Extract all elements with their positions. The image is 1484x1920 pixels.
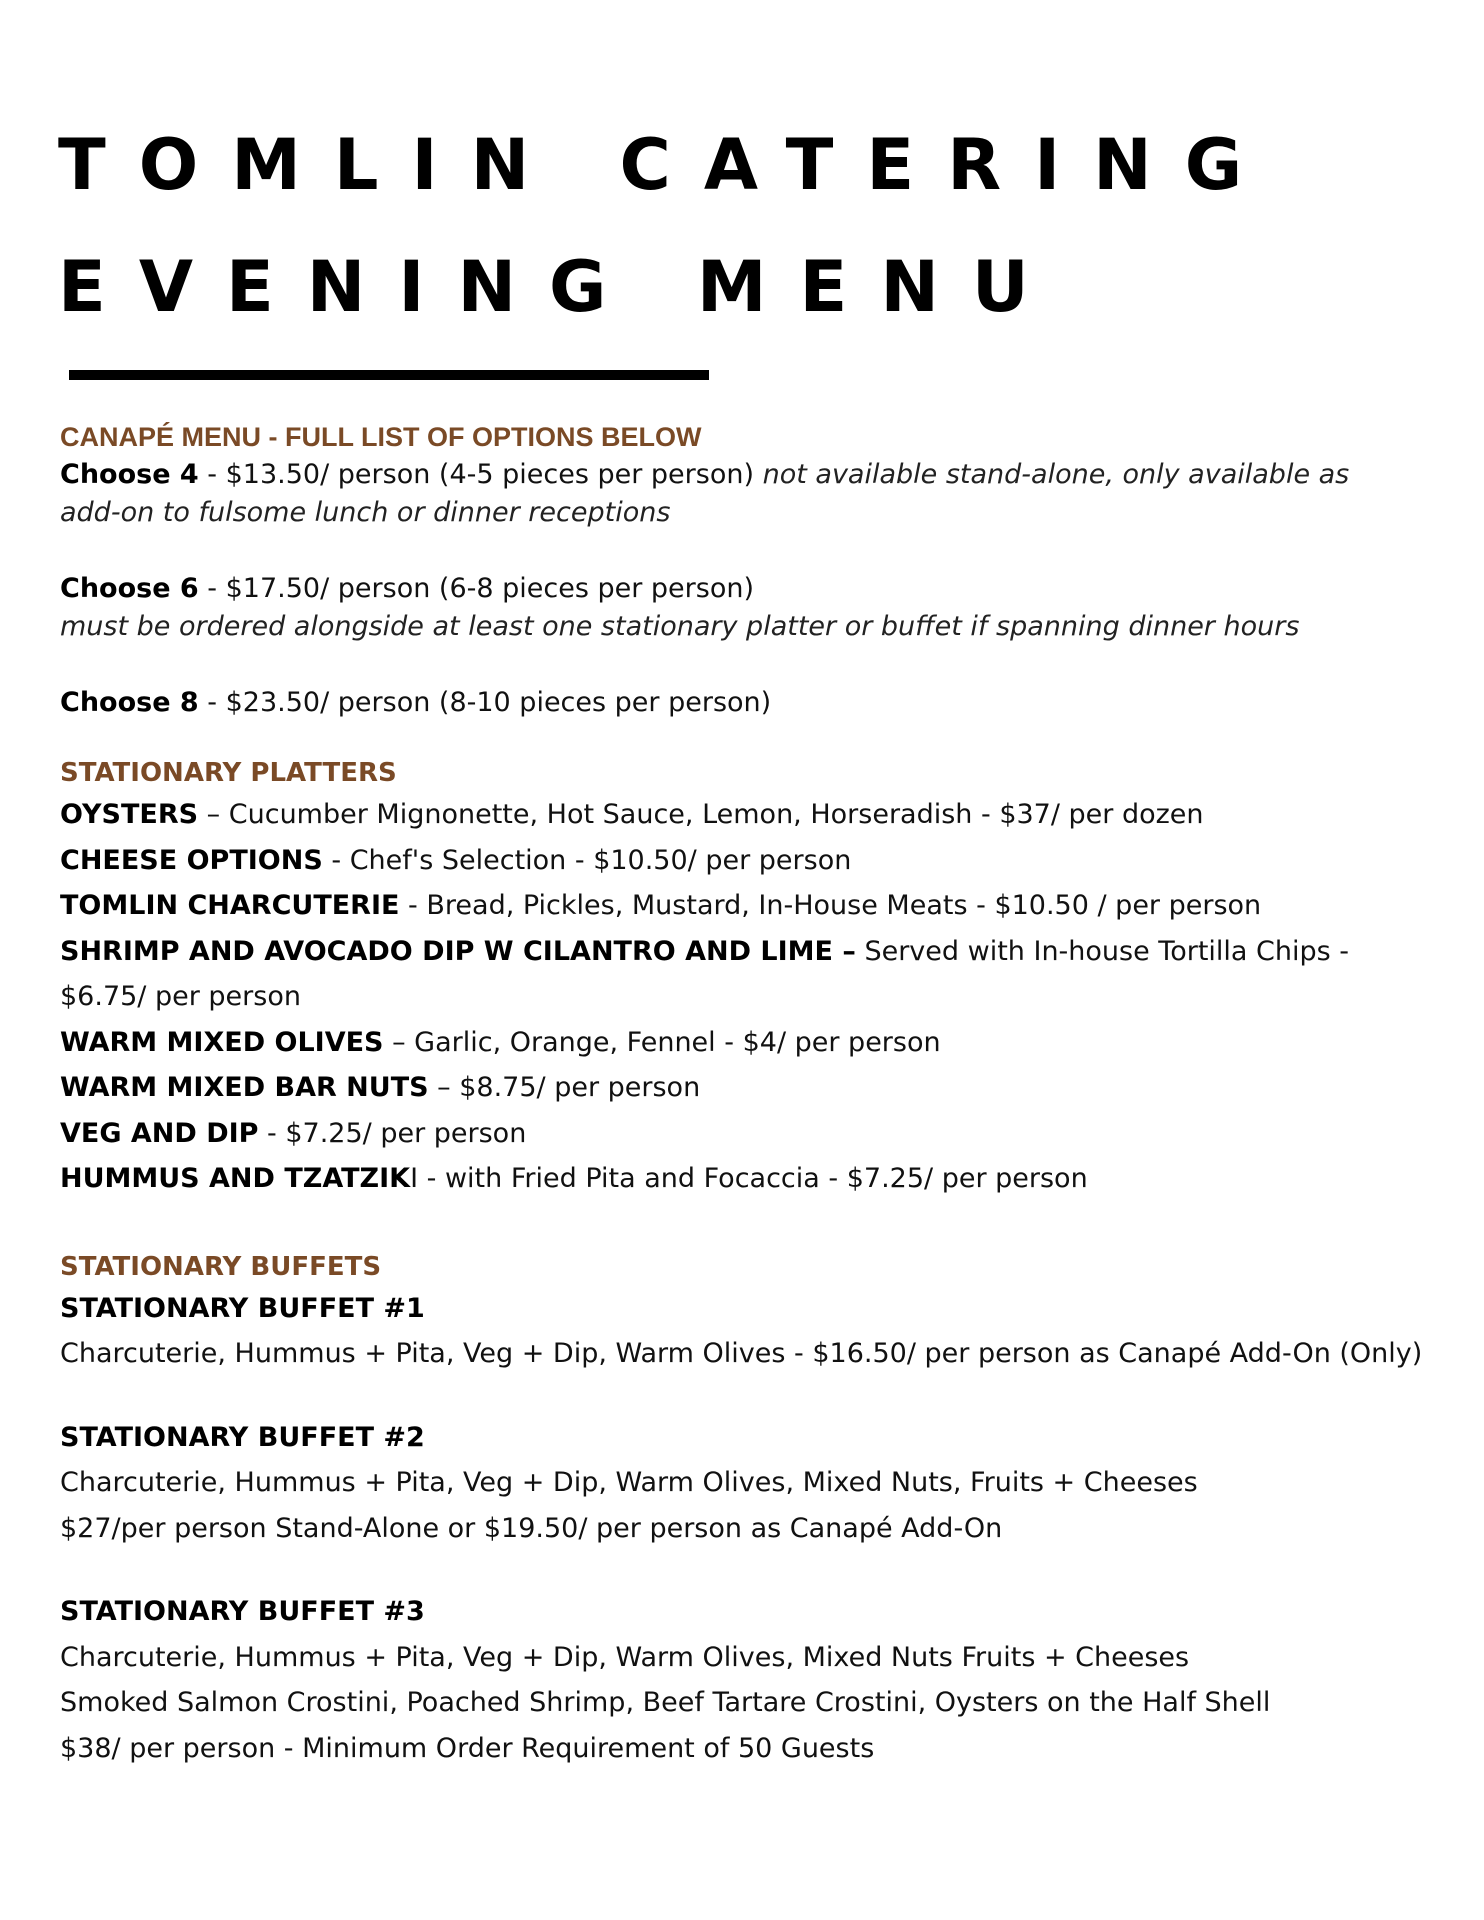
item-name: WARM MIXED OLIVES	[60, 1026, 384, 1058]
item-name: CHEESE OPTIONS	[60, 844, 323, 876]
list-item	[60, 1065, 1440, 1111]
item-detail: – Cucumber Mignonette, Hot Sauce, Lemon, Horseradish - $37/ per dozen	[198, 799, 1204, 830]
item-detail: - $7.25/ per person	[258, 1117, 527, 1149]
item-detail: - Chef's Selection - $10.50/ per person	[322, 844, 852, 876]
option-detail: - $17.50/ person (6-8 pieces per person)	[198, 573, 754, 604]
item-name: HUMMUS AND TZATZIK	[60, 1163, 411, 1194]
buffet-line: Charcuterie, Hummus + Pita, Veg + Dip, Warm Olives, Mixed Nuts Fruits + Cheeses	[60, 1641, 1190, 1673]
platters-heading: STATIONARY PLATTERS	[60, 758, 397, 788]
canape-section	[60, 418, 1440, 722]
item-name: WARM MIXED BAR NUTS	[60, 1072, 429, 1103]
canape-option-choose-4	[60, 456, 1440, 494]
buffets-heading: STATIONARY BUFFETS	[60, 1251, 382, 1282]
platters-section	[60, 754, 1440, 1771]
page-title-line-1: TOMLIN CATERING	[58, 124, 1276, 206]
buffet-line: Charcuterie, Hummus + Pita, Veg + Dip, Warm Olives, Mixed Nuts, Fruits + Cheeses	[60, 1467, 1198, 1498]
item-name: TOMLIN CHARCUTERIE	[60, 890, 400, 921]
option-name: Choose 8	[60, 687, 199, 718]
canape-heading: CANAPÉ MENU - FULL LIST OF OPTIONS BELOW	[60, 422, 702, 452]
list-item	[60, 929, 1440, 975]
item-detail: I - with Fried Pita and Focaccia - $7.25/ per person	[410, 1163, 1088, 1194]
list-item	[60, 1020, 1440, 1066]
item-name: OYSTERS	[60, 799, 199, 830]
option-note: must be ordered alongside at least one stationary platter or buffet if spanning dinner hours	[60, 611, 1300, 642]
option-note-continued: add-on to fulsome lunch or dinner receptions	[60, 497, 671, 528]
item-name: SHRIMP AND AVOCADO DIP W CILANTRO AND LIME –	[60, 935, 856, 967]
list-item	[60, 838, 1440, 884]
list-item	[60, 883, 1440, 929]
item-detail: – Garlic, Orange, Fennel - $4/ per person	[383, 1026, 941, 1058]
option-note: not available stand-alone, only available as	[762, 459, 1350, 490]
item-detail: - Bread, Pickles, Mustard, In-House Meats - $10.50 / per person	[399, 890, 1262, 921]
title-divider	[69, 370, 709, 380]
buffet-line: $38/ per person - Minimum Order Requirement of 50 Guests	[60, 1732, 875, 1764]
buffet-name: STATIONARY BUFFET #3	[60, 1596, 425, 1627]
canape-option-choose-6	[60, 570, 1440, 608]
option-detail: - $23.50/ person (8-10 pieces per person)	[198, 687, 772, 718]
item-detail-continued: $6.75/ per person	[60, 981, 301, 1012]
buffet-name: STATIONARY BUFFET #2	[60, 1421, 425, 1453]
item-detail: – $8.75/ per person	[428, 1072, 701, 1103]
buffet-line: $27/per person Stand-Alone or $19.50/ per person as Canapé Add-On	[60, 1512, 1003, 1544]
list-item	[60, 1111, 1440, 1157]
item-detail: Served with In-house Tortilla Chips -	[855, 935, 1350, 967]
canape-option-choose-8	[60, 684, 1440, 722]
item-name: VEG AND DIP	[60, 1117, 259, 1149]
buffet-line: Charcuterie, Hummus + Pita, Veg + Dip, Warm Olives - $16.50/ per person as Canapé Add-On (Only)	[60, 1338, 1423, 1369]
page-title-line-2: EVENING MENU	[58, 246, 1062, 328]
option-name: Choose 6	[60, 573, 199, 604]
option-name: Choose 4	[60, 459, 199, 490]
list-item	[60, 1156, 1440, 1202]
buffet-name: STATIONARY BUFFET #1	[60, 1292, 425, 1324]
menu-content	[60, 418, 1440, 1771]
buffet-line: Smoked Salmon Crostini, Poached Shrimp, Beef Tartare Crostini, Oysters on the Half Shell	[60, 1687, 1271, 1718]
list-item	[60, 792, 1440, 838]
option-detail: - $13.50/ person (4-5 pieces per person)	[198, 459, 763, 490]
